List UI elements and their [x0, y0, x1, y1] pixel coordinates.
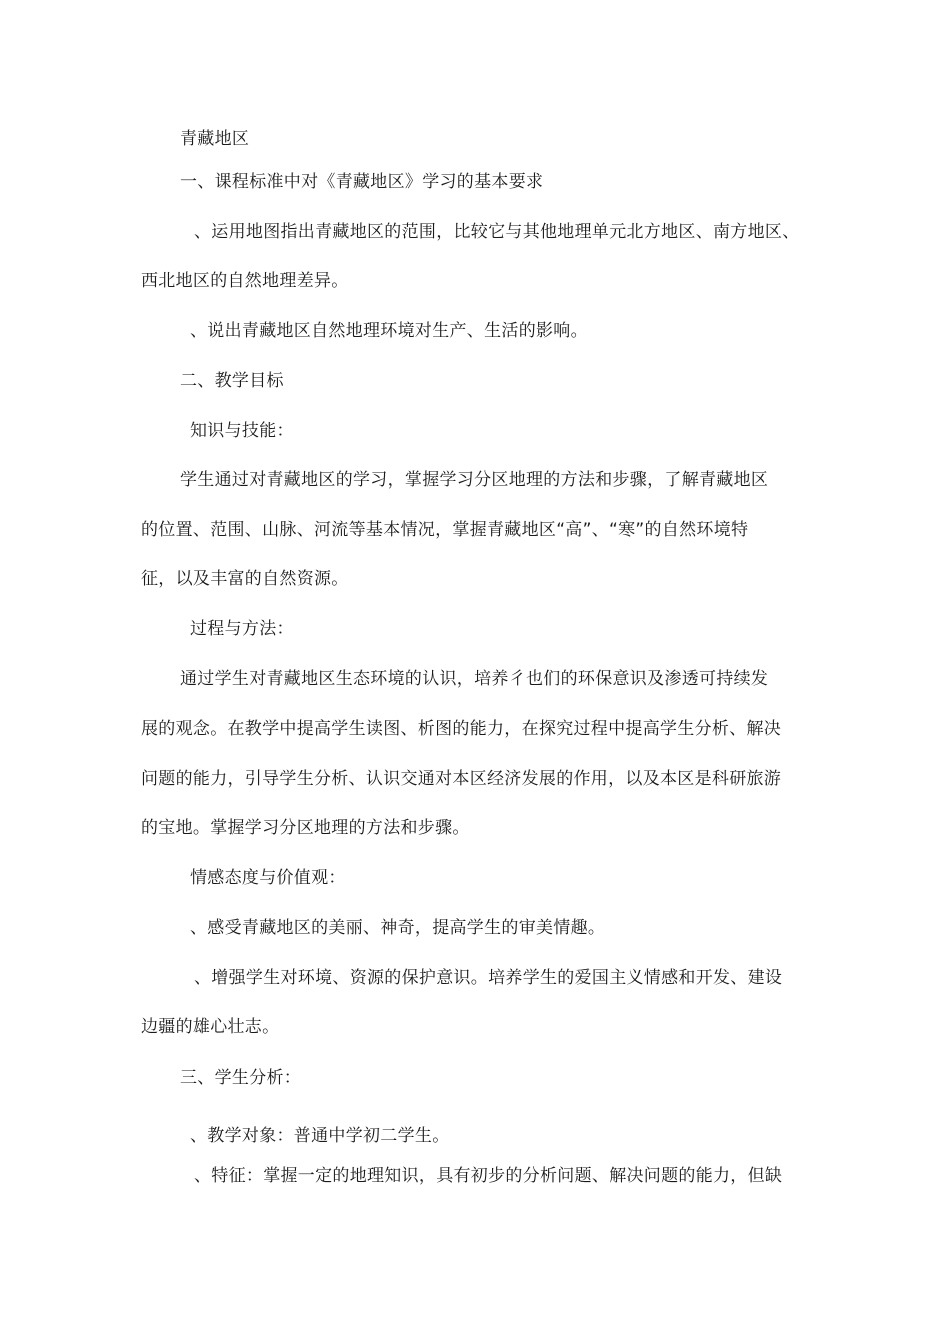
- paragraph-line: 的宝地。掌握学习分区地理的方法和步骤。: [141, 818, 470, 838]
- paragraph-line: 的位置、范围、山脉、河流等基本情况，掌握青藏地区“高”、“寒”的自然环境特: [141, 520, 749, 540]
- section-heading-1: 一、课程标准中对《青藏地区》学习的基本要求: [180, 172, 544, 192]
- paragraph-line: 、运用地图指出青藏地区的范围，比较它与其他地理单元北方地区、南方地区、: [194, 222, 800, 242]
- paragraph-line: 问题的能力，引导学生分析、认识交通对本区经济发展的作用，以及本区是科研旅游: [141, 769, 782, 789]
- paragraph-line: 、增强学生对环境、资源的保护意识。培养学生的爱国主义情感和开发、建设: [194, 968, 783, 988]
- paragraph-line: 展的观念。在教学中提高学生读图、析图的能力，在探究过程中提高学生分析、解决: [141, 719, 782, 739]
- paragraph-line: 边疆的雄心壮志。: [141, 1017, 280, 1037]
- paragraph-line: 、教学对象：普通中学初二学生。: [190, 1126, 450, 1146]
- paragraph-line: 学生通过对青藏地区的学习，掌握学习分区地理的方法和步骤，了解青藏地区: [180, 470, 769, 490]
- paragraph-line: 、说出青藏地区自然地理环境对生产、生活的影响。: [190, 321, 588, 341]
- paragraph-line: 通过学生对青藏地区生态环境的认识，培养彳也们的环保意识及渗透可持续发: [180, 669, 769, 689]
- subheading-attitude: 情感态度与价值观：: [190, 868, 346, 888]
- document-title: 青藏地区: [180, 129, 250, 149]
- subheading-process: 过程与方法：: [190, 619, 294, 639]
- paragraph-line: 、特征：掌握一定的地理知识，具有初步的分析问题、解决问题的能力，但缺: [194, 1166, 783, 1186]
- paragraph-line: 西北地区的自然地理差异。: [141, 271, 349, 291]
- paragraph-line: 征，以及丰富的自然资源。: [141, 569, 349, 589]
- paragraph-line: 、感受青藏地区的美丽、神奇，提高学生的审美情趣。: [190, 918, 606, 938]
- section-heading-2: 二、教学目标: [180, 371, 284, 391]
- section-heading-3: 三、学生分析：: [180, 1068, 302, 1088]
- subheading-knowledge: 知识与技能：: [190, 421, 294, 441]
